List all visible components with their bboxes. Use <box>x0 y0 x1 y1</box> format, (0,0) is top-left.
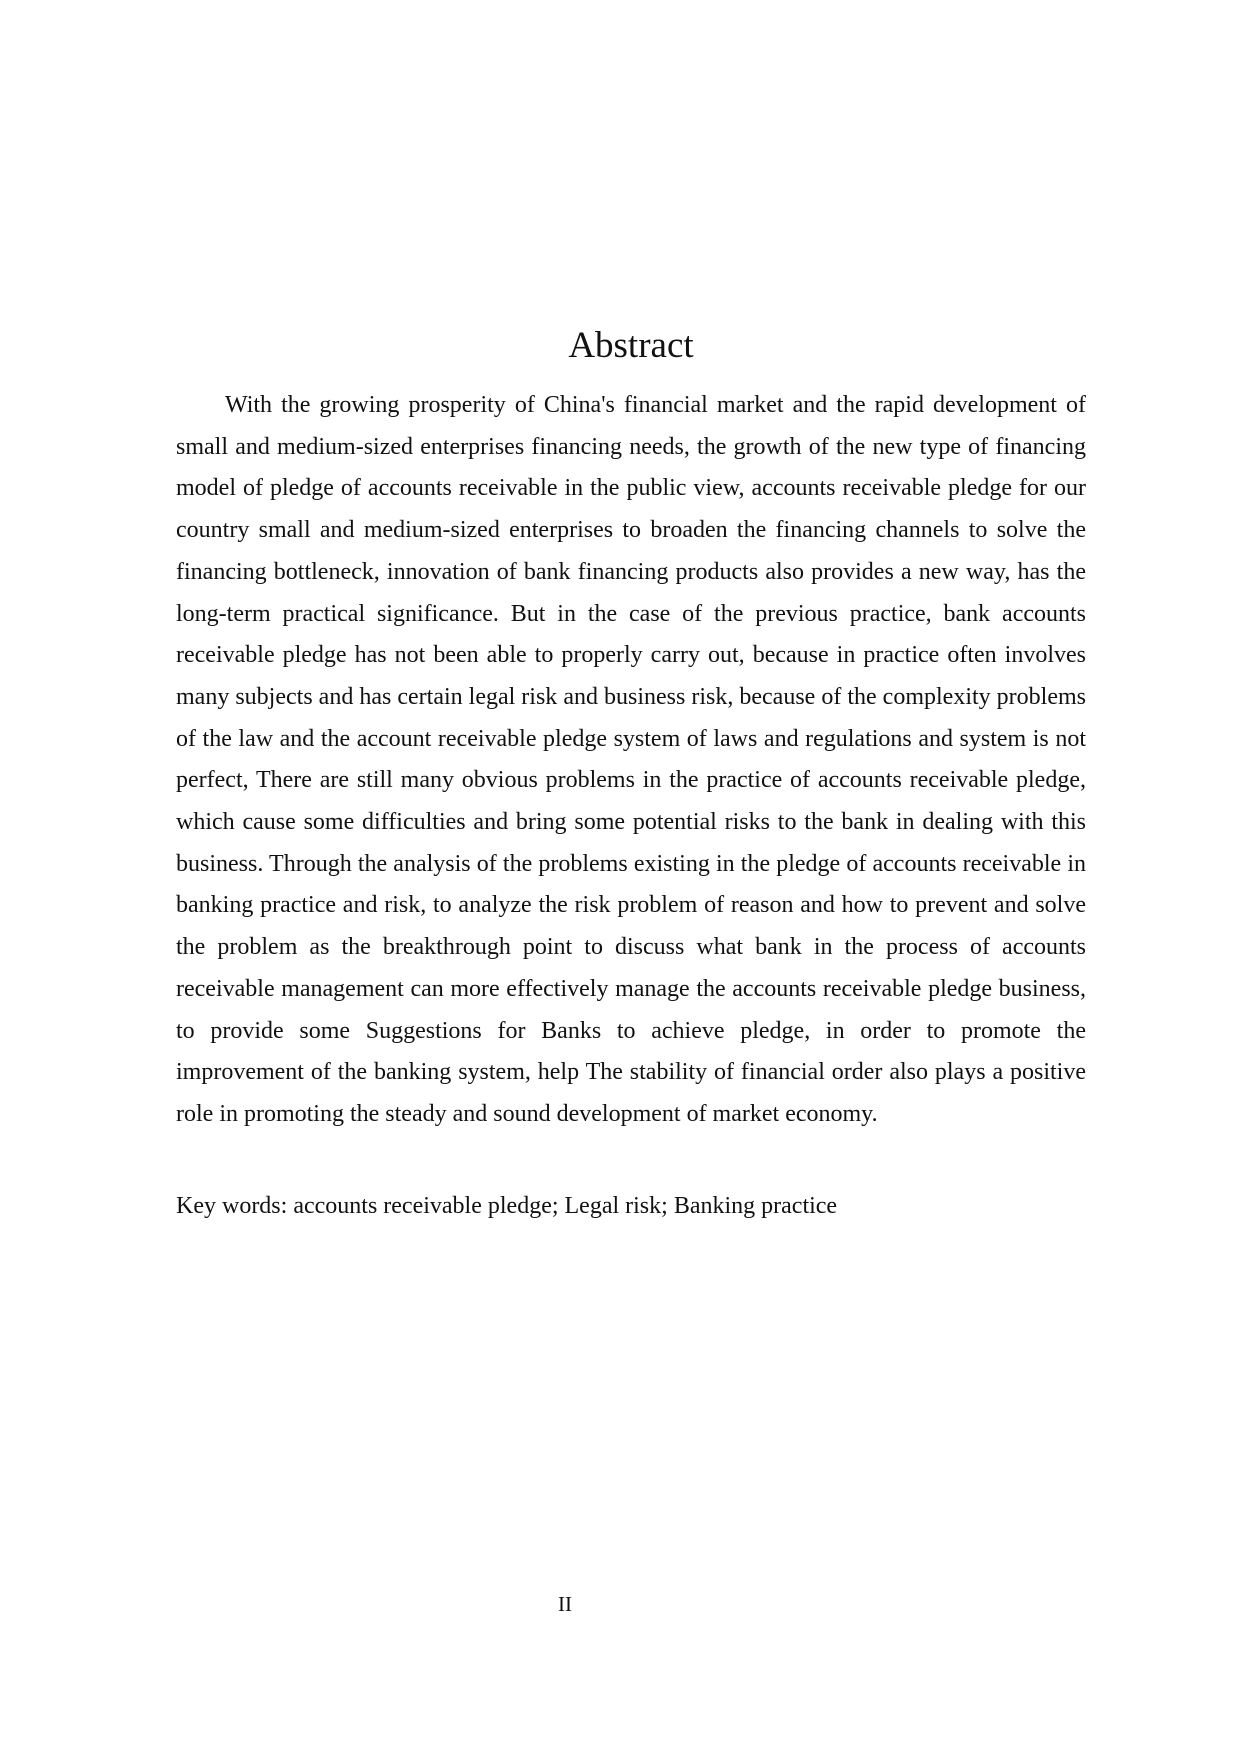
page-number: II <box>558 1592 572 1616</box>
abstract-title: Abstract <box>568 325 694 366</box>
abstract-body: With the growing prosperity of China's financial market and the rapid development of small and medium-sized enterprises financing needs, the growth of the new type of financing model of pledge of accounts receivable in the public view, accounts receivable pledge for our country small and medium-sized enterprises to broaden the financing channels to solve the financing bottleneck, innovation of bank financing products also provides a new way, has the long-term practical significance. But in the case of the previous practice, bank accounts receivable pledge has not been able to properly carry out, because in practice often involves many subjects and has certain legal risk and business risk, because of the complexity problems of the law and the account receivable pledge system of laws and regulations and system is not perfect, There are still many obvious problems in the practice of accounts receivable pledge, which cause some difficulties and bring some potential risks to the bank in dealing with this business. Through the analysis of the problems existing in the pledge of accounts receivable in banking practice and risk, to analyze the risk problem of reason and how to prevent and solve the problem as the breakthrough point to discuss what bank in the process of accounts receivable management can more effectively manage the accounts receivable pledge business, to provide some Suggestions for Banks to achieve pledge, in order to promote the improvement of the banking system, help The stability of financial order also plays a positive role in promoting the steady and sound development of market economy. <box>176 392 1086 1127</box>
keywords-line: Key words: accounts receivable pledge; Legal risk; Banking practice <box>176 1193 838 1219</box>
